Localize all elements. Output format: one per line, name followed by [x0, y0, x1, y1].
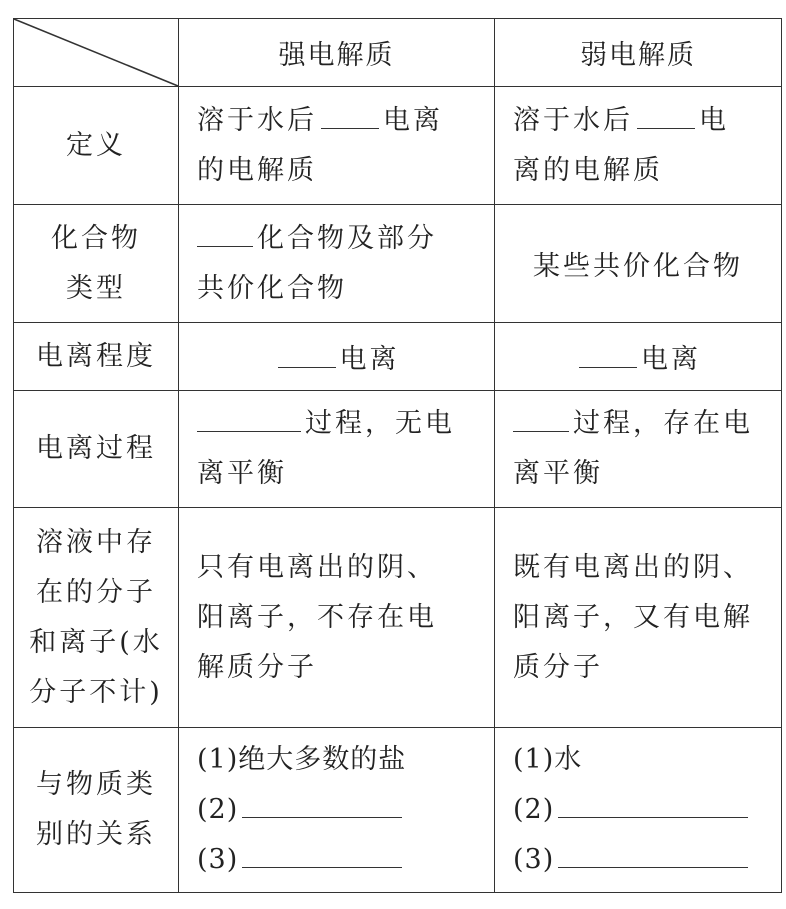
- row-label-ionization-degree: 电离程度: [14, 323, 179, 391]
- row-relation: [14, 728, 782, 893]
- row-species: [14, 508, 782, 728]
- weak-definition-line2: 离的电解质: [513, 154, 663, 186]
- strong-ionization-process-line2: 离平衡: [197, 458, 287, 489]
- weak-ionization-process-cell: [495, 391, 782, 508]
- strong-ionization-process-line1: 过程，无电: [197, 399, 482, 449]
- weak-definition-line1: 溶于水后 电: [513, 96, 769, 146]
- answer-blank[interactable]: [242, 791, 402, 818]
- answer-blank[interactable]: [637, 102, 695, 129]
- strong-compound-type-line1: 化合物及部分: [197, 214, 482, 264]
- strong-ionization-degree-cell: 电离: [179, 323, 495, 391]
- strong-compound-type-line2: 共价化合物: [197, 272, 347, 304]
- strong-compound-type-cell: [179, 205, 495, 323]
- answer-blank[interactable]: [321, 102, 379, 129]
- weak-relation-cell: (1)水 (2) (3): [495, 728, 782, 893]
- row-label-definition: 定义: [14, 87, 179, 205]
- row-definition: [14, 87, 782, 205]
- answer-blank[interactable]: [242, 841, 402, 868]
- header-weak-electrolyte: 弱电解质: [495, 19, 782, 87]
- corner-diagonal-cell: [14, 19, 179, 87]
- weak-species-cell: 既有电离出的阴、 阳离子，又有电解 质分子: [495, 508, 782, 728]
- electrolyte-comparison-table: [13, 18, 782, 893]
- answer-blank[interactable]: [197, 220, 253, 247]
- answer-blank[interactable]: [513, 405, 569, 432]
- row-label-ionization-process: 电离过程: [14, 391, 179, 508]
- weak-ionization-process-line1: 过程，存在电: [513, 399, 769, 449]
- row-ionization-process: [14, 391, 782, 508]
- strong-species-cell: 只有电离出的阴、 阳离子，不存在电 解质分子: [179, 508, 495, 728]
- strong-relation-cell: (1)绝大多数的盐 (2) (3): [179, 728, 495, 893]
- strong-definition-cell: [179, 87, 495, 205]
- answer-blank[interactable]: [197, 405, 301, 432]
- diagonal-line: [14, 19, 178, 86]
- row-compound-type: [14, 205, 782, 323]
- strong-ionization-process-cell: [179, 391, 495, 508]
- row-label-compound-type: 化合物 类型: [14, 205, 179, 323]
- strong-definition-line1: 溶于水后 电离: [197, 96, 482, 146]
- row-label-species: 溶液中存 在的分子 和离子(水 分子不计): [14, 508, 179, 728]
- answer-blank[interactable]: [579, 341, 637, 368]
- answer-blank[interactable]: [278, 341, 336, 368]
- row-ionization-degree: [14, 323, 782, 391]
- answer-blank[interactable]: [558, 841, 748, 868]
- header-strong-electrolyte: 强电解质: [179, 19, 495, 87]
- weak-ionization-process-line2: 离平衡: [513, 458, 603, 489]
- weak-ionization-degree-cell: 电离: [495, 323, 782, 391]
- row-label-relation: 与物质类 别的关系: [14, 728, 179, 893]
- weak-definition-cell: [495, 87, 782, 205]
- answer-blank[interactable]: [558, 791, 748, 818]
- weak-compound-type-cell: 某些共价化合物: [495, 205, 782, 323]
- header-row: [14, 19, 782, 87]
- strong-definition-line2: 的电解质: [197, 154, 317, 186]
